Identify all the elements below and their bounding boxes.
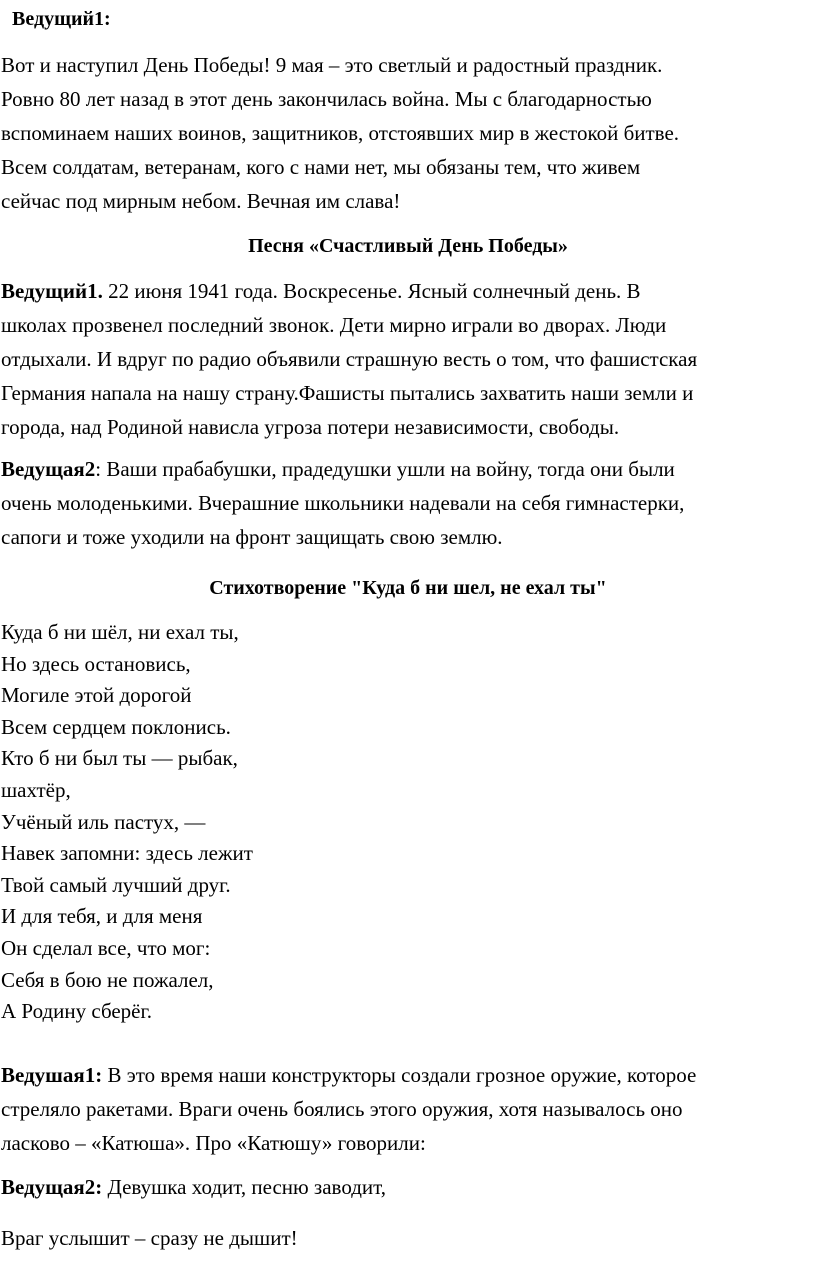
paragraph-first-line (1, 274, 816, 308)
poem-line: А Родину сберёг. (1, 999, 152, 1024)
poem (1, 617, 253, 1028)
poem-line: Он сделал все, что мог: (1, 935, 211, 960)
paragraph-line: школах прозвенел последний звонок. Дети мирно играли во дворах. Люди (1, 313, 667, 337)
paragraph-first-line (1, 452, 816, 486)
speaker-label: Ведущая2: (1, 1175, 103, 1199)
paragraph-line: Германия напала на нашу страну.Фашисты пытались захватить наши земли и (1, 381, 694, 405)
paragraph-line: стреляло ракетами. Враги очень боялись этого оружия, хотя называлось оно (1, 1097, 683, 1121)
paragraph-text: 22 июня 1941 года. Воскресенье. Ясный солнечный день. В (102, 279, 641, 303)
speaker-label: Ведущая2 (1, 457, 96, 481)
paragraph-first-line (1, 1058, 816, 1092)
poem-line: Могиле этой дорогой (1, 683, 192, 708)
speaker-label: Ведущий1. (1, 279, 103, 303)
poem-line: И для тебя, и для меня (1, 904, 203, 929)
poem-line: шахтёр, (1, 777, 71, 802)
poem-line: Навек запомни: здесь лежит (1, 841, 253, 866)
poem-line: Себя в бою не пожалел, (1, 967, 214, 992)
paragraph-line: сапоги и тоже уходили на фронт защищать свою землю. (1, 525, 503, 549)
poem-line: Кто б ни был ты — рыбак, (1, 746, 238, 771)
speaker-paragraph-3 (1, 452, 816, 554)
intro-line: Всем солдатам, ветеранам, кого с нами нет, мы обязаны тем, что живем (1, 155, 641, 179)
speaker-paragraph-5 (1, 1170, 816, 1204)
song-title: Песня «Счастливый День Победы» (248, 235, 568, 257)
paragraph-text: Девушка ходит, песню заводит, (102, 1175, 386, 1199)
poem-line: Но здесь остановись, (1, 651, 191, 676)
poem-line: Куда б ни шёл, ни ехал ты, (1, 620, 239, 644)
final-line (1, 1221, 816, 1255)
intro-line: сейчас под мирным небом. Вечная им слава! (1, 189, 401, 213)
speaker-paragraph-4 (1, 1058, 816, 1160)
intro-line: вспоминаем наших воинов, защитников, отстоявших мир в жестокой битве. (1, 121, 680, 145)
paragraph-text: В это время наши конструкторы создали грозное оружие, которое (102, 1063, 697, 1087)
poem-line: Учёный иль пастух, — (1, 809, 206, 834)
paragraph-text: : Ваши прабабушки, прадедушки ушли на войну, тогда они были (95, 457, 675, 481)
speaker-paragraph-2 (1, 274, 816, 444)
speaker-heading-1: Ведущий1: (12, 8, 111, 30)
paragraph-first-line (1, 1170, 816, 1204)
poem-title: Стихотворение "Куда б ни шел, не ехал ты" (209, 577, 607, 599)
paragraph-line: Враг услышит – сразу не дышит! (1, 1226, 298, 1250)
paragraph-line: очень молоденькими. Вчерашние школьники надевали на себя гимнастерки, (1, 491, 685, 515)
poem-line: Твой самый лучший друг. (1, 872, 231, 897)
intro-paragraph (1, 48, 816, 218)
intro-line: Вот и наступил День Победы! 9 мая – это светлый и радостный праздник. (1, 53, 663, 77)
paragraph-line: отдыхали. И вдруг по радио объявили страшную весть о том, что фашистская (1, 347, 698, 371)
paragraph-line: города, над Родиной нависла угроза потери независимости, свободы. (1, 415, 620, 439)
intro-line: Ровно 80 лет назад в этот день закончилась война. Мы с благодарностью (1, 87, 652, 111)
speaker-label: Ведушая1: (1, 1063, 103, 1087)
poem-line: Всем сердцем поклонись. (1, 714, 231, 739)
paragraph-line: ласково – «Катюша». Про «Катюшу» говорили: (1, 1131, 426, 1155)
